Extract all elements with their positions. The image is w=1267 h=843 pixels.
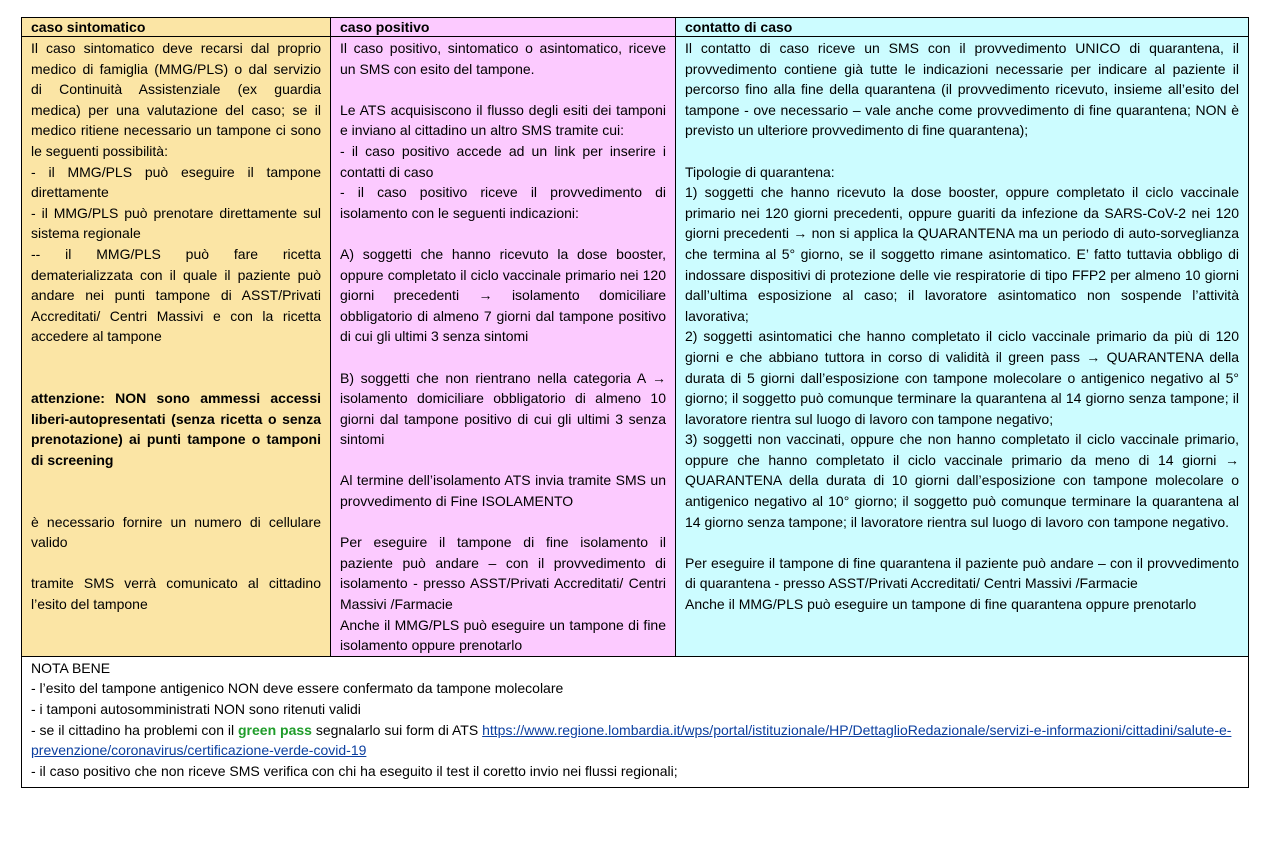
nota-text: segnalarlo sui form di ATS xyxy=(311,721,483,738)
text-line: Per eseguire il tampone di fine isolamento il paziente può andare – con il provvedimento di isolamento - presso ASST/Privati Accreditati/ Centri Massivi /Farmacie xyxy=(340,534,666,613)
text-line: B) soggetti che non rientrano nella categoria A → isolamento domiciliare obbligatorio di almeno 10 giorni dal tampone positivo di cui gli ultimi 3 senza sintomi xyxy=(340,369,666,448)
document-sheet xyxy=(21,17,1248,788)
blank-line xyxy=(340,223,666,244)
blank-line xyxy=(31,470,321,491)
header-caso-sintomatico: caso sintomatico xyxy=(22,18,331,37)
blank-line xyxy=(31,553,321,574)
header-caso-positivo: caso positivo xyxy=(331,18,676,37)
text-line: Le ATS acquisiscono il flusso degli esiti dei tamponi e inviano al cittadino un altro SMS tramite cui: xyxy=(340,101,666,139)
text-line: Il caso sintomatico deve recarsi dal proprio medico di famiglia (MMG/PLS) o dal servizio di Continuità Assistenziale (ex guardia medica) per una valutazione del caso; se il medico ritiene necessario un tampone ci sono le seguenti possibilità: xyxy=(31,40,321,159)
text-line: 1) soggetti che hanno ricevuto la dose booster, oppure completato il ciclo vaccinale primario nei 120 giorni precedenti, oppure guariti da infezione da SARS-CoV-2 nei 120 giorni precedenti → non si applica la QUARANTENA ma un periodo di auto-sorveglianza che termina al 5° giorno, se il soggetto rimane asintomatico. E’ fatto tuttavia obbligo di indossare dispositivi di protezione delle vie respiratorie di tipo FFP2 per almeno 10 giorni dall’ultima esposizione al caso; il lavoratore asintomatico non sospende l’attività lavorativa; xyxy=(685,184,1239,324)
cell-contatto-di-caso xyxy=(676,37,1249,657)
blank-line xyxy=(31,368,321,389)
text-line: 3) soggetti non vaccinati, oppure che non hanno completato il ciclo vaccinale primario, oppure che hanno completato il ciclo vaccinale primario da meno di 14 giorni → QUARANTENA della durata di 10 giorni dall’esposizione con tampone molecolare o antigenico negativo al 10° giorno; il soggetto può comunque terminare la quarantena al 14 giorno senza tampone; il lavoratore rientra sul luogo di lavoro con tampone negativo. xyxy=(685,431,1239,530)
blank-line xyxy=(685,141,1239,162)
nota-line: - il caso positivo che non riceve SMS verifica con chi ha eseguito il test il coretto invio nei flussi regionali; xyxy=(31,762,678,779)
header-row xyxy=(22,18,1249,37)
nota-bene-title: NOTA BENE xyxy=(31,659,111,676)
text-line: tramite SMS verrà comunicato al cittadino l’esito del tampone xyxy=(31,575,321,613)
cell-caso-positivo xyxy=(331,37,676,657)
text-line: Al termine dell’isolamento ATS invia tramite SMS un provvedimento di Fine ISOLAMENTO xyxy=(340,472,666,510)
text-line: è necessario fornire un numero di cellulare valido xyxy=(31,513,321,551)
text-line: Il caso positivo, sintomatico o asintomatico, riceve un SMS con esito del tampone. xyxy=(340,40,666,77)
ats-form-link[interactable]: https://www.regione.lombardia.it/wps/portal/istituzionale/HP/DettaglioRedazionale/servizi-e-informazioni/cittadini/salute-e-prevenzione/coronavirus/certificazione-verde-covid-19 xyxy=(31,721,1232,759)
text-line: 2) soggetti asintomatici che hanno completato il ciclo vaccinale primario da più di 120 giorni e che abbiano tuttora in corso di validità il green pass → QUARANTENA della durata di 5 giorni dall’esposizione con tampone molecolare o antigenico negativo al 5° giorno; il soggetto può comunque terminare la quarantena al 14 giorno senza tampone; il lavoratore rientra sul luogo di lavoro con tampone negativo; xyxy=(685,328,1239,427)
quarantine-table xyxy=(21,17,1249,788)
green-pass-label: green pass xyxy=(238,721,312,738)
text-line: Anche il MMG/PLS può eseguire un tampone di fine isolamento oppure prenotarlo xyxy=(340,616,666,654)
blank-line xyxy=(31,491,321,512)
text-line: Anche il MMG/PLS può eseguire un tampone di fine quarantena oppure prenotarlo xyxy=(685,596,1197,613)
blank-line xyxy=(340,347,666,368)
nota-bene-cell xyxy=(22,656,1249,788)
nota-bene-row xyxy=(22,656,1249,788)
content-row xyxy=(22,37,1249,657)
nota-line-green-pass xyxy=(31,720,1239,761)
nota-line: - l’esito del tampone antigenico NON deve essere confermato da tampone molecolare xyxy=(31,680,564,697)
blank-line xyxy=(340,79,666,100)
text-line: - il caso positivo riceve il provvedimento di isolamento con le seguenti indicazioni: xyxy=(340,184,666,221)
blank-line xyxy=(31,347,321,368)
text-line: Per eseguire il tampone di fine quarantena il paziente può andare – con il provvedimento di quarantena - presso ASST/Privati Accreditati/ Centri Massivi /Farmacie xyxy=(685,554,1239,592)
text-line: -- il MMG/PLS può fare ricetta dematerializzata con il quale il paziente può andare nei punti tampone di ASST/Privati Accreditati/ Centri Massivi e con la ricetta accedere al tampone xyxy=(31,245,321,345)
nota-line: - i tamponi autosomministrati NON sono ritenuti validi xyxy=(31,701,361,717)
text-line: Il contatto di caso riceve un SMS con il provvedimento UNICO di quarantena, il provvedimento contiene già tutte le indicazioni necessarie per indicare al paziente il percorso fino alla fine della quarantena (il provvedimento ricevuto, insieme all’esito del tampone - ove necessario – vale anche come provvedimento di fine quarantena; NON è previsto un ulteriore provvedimento di fine quarantena); xyxy=(685,40,1239,139)
blank-line xyxy=(340,450,666,471)
nota-text: - se il cittadino ha problemi con il xyxy=(31,721,238,738)
blank-line xyxy=(685,532,1239,553)
text-line: - il caso positivo accede ad un link per inserire i contatti di caso xyxy=(340,142,666,180)
text-line: Tipologie di quarantena: xyxy=(685,163,835,180)
text-line: A) soggetti che hanno ricevuto la dose booster, oppure completato il ciclo vaccinale primario nei 120 giorni precedenti → isolamento domiciliare obbligatorio di almeno 7 giorni dal tampone positivo di cui gli ultimi 3 senza sintomi xyxy=(340,245,666,345)
header-contatto-di-caso: contatto di caso xyxy=(676,18,1249,37)
attention-note: attenzione: NON sono ammessi accessi liberi-autopresentati (senza ricetta o senza prenotazione) ai punti tampone o tamponi di screening xyxy=(31,390,321,468)
text-line: - il MMG/PLS può eseguire il tampone direttamente xyxy=(31,163,321,201)
text-line: - il MMG/PLS può prenotare direttamente sul sistema regionale xyxy=(31,204,321,242)
blank-line xyxy=(340,512,666,533)
cell-caso-sintomatico xyxy=(22,37,331,657)
